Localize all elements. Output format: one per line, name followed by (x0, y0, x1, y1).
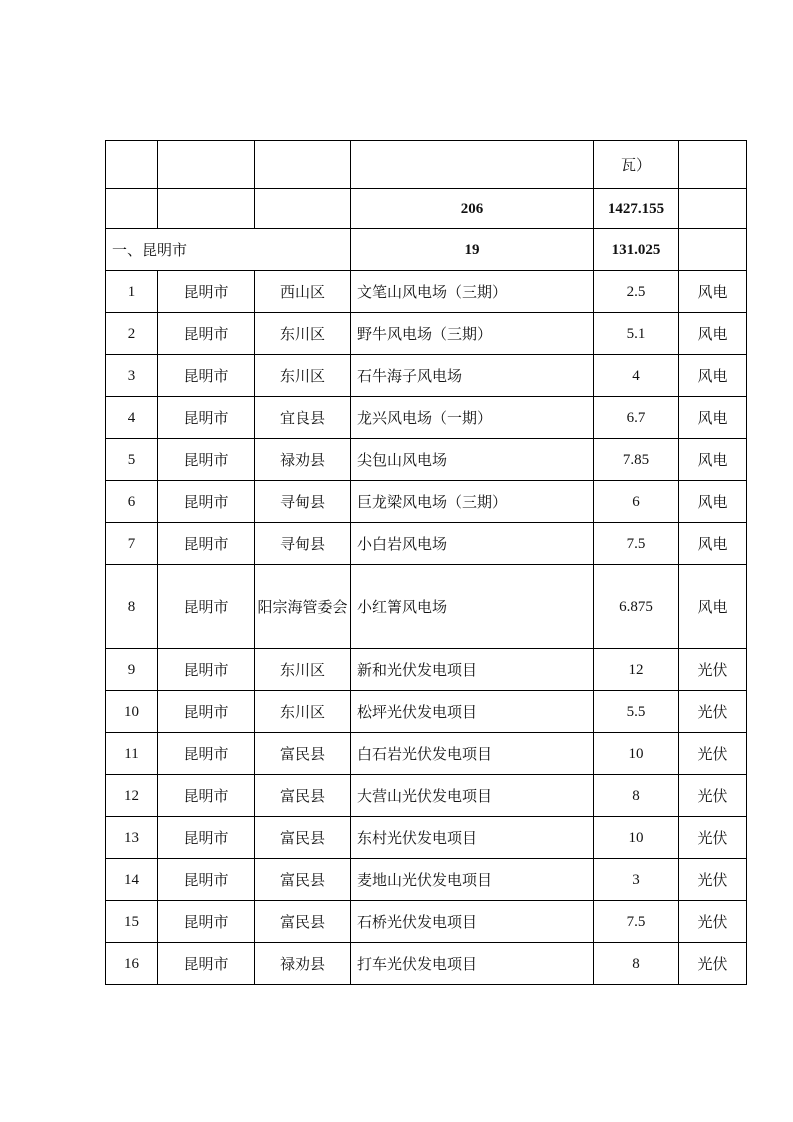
section-count: 19 (351, 229, 594, 271)
project-name: 巨龙梁风电场（三期） (351, 481, 594, 523)
type-cell: 光伏 (679, 859, 747, 901)
capacity-cell: 10 (594, 733, 679, 775)
table-row (106, 691, 747, 733)
city-cell: 昆明市 (158, 691, 255, 733)
project-name: 东村光伏发电项目 (351, 817, 594, 859)
capacity-cell: 7.5 (594, 901, 679, 943)
total-count: 206 (351, 189, 594, 229)
type-cell: 风电 (679, 481, 747, 523)
project-name: 麦地山光伏发电项目 (351, 859, 594, 901)
project-name: 新和光伏发电项目 (351, 649, 594, 691)
capacity-cell: 6.875 (594, 565, 679, 649)
type-cell: 风电 (679, 271, 747, 313)
type-cell: 风电 (679, 565, 747, 649)
capacity-cell: 5.5 (594, 691, 679, 733)
type-cell: 光伏 (679, 943, 747, 985)
capacity-cell: 10 (594, 817, 679, 859)
section-row (106, 229, 747, 271)
table-row (106, 943, 747, 985)
city-cell: 昆明市 (158, 481, 255, 523)
project-rows (106, 271, 747, 985)
total-cell-empty-1 (106, 189, 158, 229)
county-cell: 阳宗海管委会 (255, 565, 351, 649)
table-row (106, 649, 747, 691)
city-cell: 昆明市 (158, 355, 255, 397)
city-cell: 昆明市 (158, 313, 255, 355)
table-row (106, 481, 747, 523)
city-cell: 昆明市 (158, 565, 255, 649)
city-cell: 昆明市 (158, 943, 255, 985)
city-cell: 昆明市 (158, 817, 255, 859)
city-cell: 昆明市 (158, 439, 255, 481)
row-number: 1 (106, 271, 158, 313)
section-capacity: 131.025 (594, 229, 679, 271)
row-number: 4 (106, 397, 158, 439)
project-name: 小红箐风电场 (351, 565, 594, 649)
project-name: 大营山光伏发电项目 (351, 775, 594, 817)
row-number: 8 (106, 565, 158, 649)
type-cell: 光伏 (679, 775, 747, 817)
row-number: 12 (106, 775, 158, 817)
total-cell-empty-2 (158, 189, 255, 229)
type-cell: 风电 (679, 523, 747, 565)
header-cell-empty-6 (679, 141, 747, 189)
county-cell: 西山区 (255, 271, 351, 313)
table-row (106, 397, 747, 439)
type-cell: 光伏 (679, 733, 747, 775)
table-row (106, 859, 747, 901)
capacity-cell: 8 (594, 775, 679, 817)
county-cell: 东川区 (255, 313, 351, 355)
county-cell: 富民县 (255, 901, 351, 943)
type-cell: 风电 (679, 355, 747, 397)
county-cell: 禄劝县 (255, 439, 351, 481)
table-row (106, 565, 747, 649)
table-row (106, 775, 747, 817)
county-cell: 富民县 (255, 859, 351, 901)
county-cell: 东川区 (255, 649, 351, 691)
table-row (106, 733, 747, 775)
project-name: 松坪光伏发电项目 (351, 691, 594, 733)
section-label: 一、昆明市 (106, 229, 351, 271)
table-row (106, 313, 747, 355)
capacity-cell: 7.85 (594, 439, 679, 481)
table-row (106, 817, 747, 859)
type-cell: 光伏 (679, 901, 747, 943)
type-cell: 光伏 (679, 691, 747, 733)
row-number: 13 (106, 817, 158, 859)
table-row (106, 271, 747, 313)
capacity-cell: 6 (594, 481, 679, 523)
table-row (106, 901, 747, 943)
total-capacity: 1427.155 (594, 189, 679, 229)
project-name: 龙兴风电场（一期） (351, 397, 594, 439)
header-cell-empty-2 (158, 141, 255, 189)
header-unit-fragment: 瓦） (594, 141, 679, 189)
row-number: 5 (106, 439, 158, 481)
county-cell: 寻甸县 (255, 523, 351, 565)
row-number: 6 (106, 481, 158, 523)
county-cell: 寻甸县 (255, 481, 351, 523)
header-cell-empty-4 (351, 141, 594, 189)
county-cell: 富民县 (255, 775, 351, 817)
project-name: 尖包山风电场 (351, 439, 594, 481)
type-cell: 光伏 (679, 817, 747, 859)
city-cell: 昆明市 (158, 397, 255, 439)
row-number: 9 (106, 649, 158, 691)
capacity-cell: 3 (594, 859, 679, 901)
table-row (106, 523, 747, 565)
project-name: 石牛海子风电场 (351, 355, 594, 397)
city-cell: 昆明市 (158, 271, 255, 313)
type-cell: 风电 (679, 397, 747, 439)
city-cell: 昆明市 (158, 733, 255, 775)
row-number: 10 (106, 691, 158, 733)
total-cell-empty-3 (255, 189, 351, 229)
capacity-cell: 7.5 (594, 523, 679, 565)
county-cell: 富民县 (255, 817, 351, 859)
table-row (106, 439, 747, 481)
project-name: 小白岩风电场 (351, 523, 594, 565)
project-table (105, 140, 747, 985)
row-number: 15 (106, 901, 158, 943)
total-row (106, 189, 747, 229)
header-continuation-row (106, 141, 747, 189)
section-cell-empty (679, 229, 747, 271)
capacity-cell: 5.1 (594, 313, 679, 355)
county-cell: 宜良县 (255, 397, 351, 439)
total-cell-empty-6 (679, 189, 747, 229)
capacity-cell: 2.5 (594, 271, 679, 313)
project-name: 野牛风电场（三期） (351, 313, 594, 355)
county-cell: 禄劝县 (255, 943, 351, 985)
county-cell: 东川区 (255, 691, 351, 733)
project-name: 石桥光伏发电项目 (351, 901, 594, 943)
row-number: 2 (106, 313, 158, 355)
city-cell: 昆明市 (158, 775, 255, 817)
county-cell: 东川区 (255, 355, 351, 397)
capacity-cell: 8 (594, 943, 679, 985)
project-name: 文笔山风电场（三期） (351, 271, 594, 313)
type-cell: 风电 (679, 439, 747, 481)
row-number: 14 (106, 859, 158, 901)
county-cell: 富民县 (255, 733, 351, 775)
row-number: 3 (106, 355, 158, 397)
project-name: 白石岩光伏发电项目 (351, 733, 594, 775)
header-cell-empty-1 (106, 141, 158, 189)
project-name: 打车光伏发电项目 (351, 943, 594, 985)
row-number: 16 (106, 943, 158, 985)
city-cell: 昆明市 (158, 901, 255, 943)
capacity-cell: 6.7 (594, 397, 679, 439)
city-cell: 昆明市 (158, 649, 255, 691)
table-row (106, 355, 747, 397)
header-cell-empty-3 (255, 141, 351, 189)
row-number: 7 (106, 523, 158, 565)
capacity-cell: 12 (594, 649, 679, 691)
type-cell: 风电 (679, 313, 747, 355)
capacity-cell: 4 (594, 355, 679, 397)
type-cell: 光伏 (679, 649, 747, 691)
city-cell: 昆明市 (158, 859, 255, 901)
row-number: 11 (106, 733, 158, 775)
city-cell: 昆明市 (158, 523, 255, 565)
